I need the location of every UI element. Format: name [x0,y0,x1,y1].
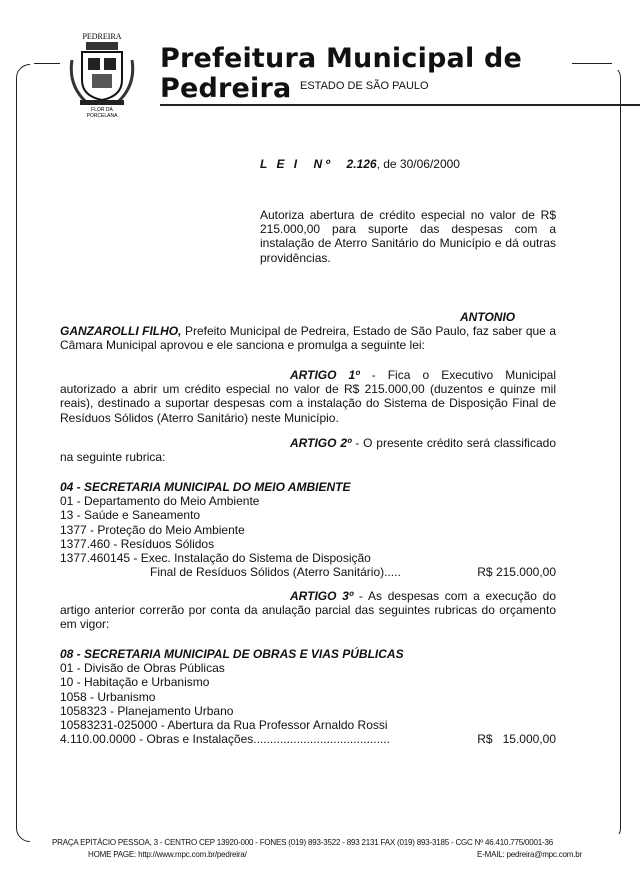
footer [52,838,582,859]
footer-address: PRAÇA EPITÁCIO PESSOA, 3 - CENTRO CEP 13920-000 - FONES (019) 893-3522 - 893 2131 FAX (019) 893-3185 - CGC Nº 46.410.775/0001-36 [52,838,553,847]
section-environment: 04 - SECRETARIA MUNICIPAL DO MEIO AMBIENTE 01 - Departamento do Meio Ambiente 13 - Saúde e Saneamento 1377 - Proteção do Meio Ambiente 1377.460 - Resíduos Sólidos 1377.460145 - Exec. Instalação do Sistema de Disposição Final de Resíduos Sólidos (Aterro Sanitário)..... R$ 215.000,00 [60,480,556,580]
svg-text:PEDREIRA: PEDREIRA [82,32,122,41]
section-public-works: 08 - SECRETARIA MUNICIPAL DE OBRAS E VIAS PÚBLICAS 01 - Divisão de Obras Públicas 10 - Habitação e Urbanismo 1058 - Urbanismo 1058323 - Planejamento Urbano 10583231-025000 - Abertura da Rua Professor Arnaldo Rossi 4.110.00.0000 - Obras e Instalações......................................... R$ 15.000,00 [60,647,556,747]
article-1: ARTIGO 1º - Fica o Executivo Municipal autorizado a abrir um crédito especial no valor de R$ 215.000,00 (duzentos e quinze mil reais), destinado a suportar despesas com a instalação do Sistema de Disposição Final de Resíduos Sólidos (Aterro Sanitário) neste Município. [60,368,556,425]
municipal-crest-logo [66,30,138,118]
footer-email: E-MAIL: pedreira@mpc.com.br [477,850,582,859]
article-2: ARTIGO 2º - O presente crédito será classificado na seguinte rubrica: [60,436,556,465]
law-summary: Autoriza abertura de crédito especial no valor de R$ 215.000,00 para suporte das despesas com a instalação de Aterro Sanitário do Município e dá outras providências. [260,208,556,265]
divider [34,63,60,64]
state-subtitle: ESTADO DE SÃO PAULO [300,80,429,92]
svg-text:FLOR DA: FLOR DA [91,107,113,113]
article-3: ARTIGO 3º - As despesas com a execução do artigo anterior correrão por conta da anulação parcial das seguintes rubricas do orçamento em vigor: [60,589,556,632]
law-heading: L E I N º 2.126, de 30/06/2000 [260,157,460,171]
footer-homepage: HOME PAGE: http://www.mpc.com.br/pedreira/ [88,850,247,859]
preamble: ANTONIO GANZAROLLI FILHO, Prefeito Municipal de Pedreira, Estado de São Paulo, faz saber que a Câmara Municipal aprovou e ele sanciona e promulga a seguinte lei: [60,310,556,353]
page-title: Prefeitura Municipal de Pedreira [160,44,640,106]
svg-text:PORCELANA: PORCELANA [86,113,118,118]
